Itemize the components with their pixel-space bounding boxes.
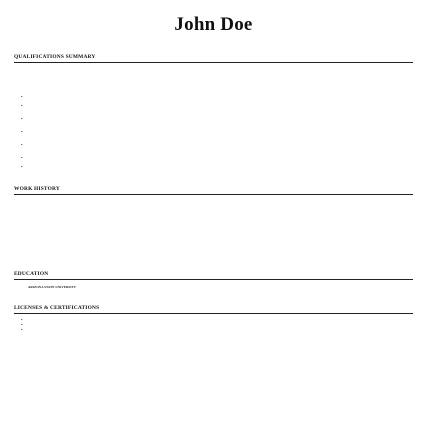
section-divider <box>14 62 413 63</box>
section-divider <box>14 313 413 314</box>
section-divider <box>14 279 413 280</box>
section-divider <box>14 194 413 195</box>
education-school: ARIZONA STATE UNIVERSITY <box>28 285 77 289</box>
section-title-licenses: LICENSES & CERTIFICATIONS <box>14 305 100 311</box>
resume-name: John Doe <box>174 14 253 35</box>
section-title-qualifications: QUALIFICATIONS SUMMARY <box>14 54 96 60</box>
section-title-work-history: WORK HISTORY <box>14 186 60 192</box>
section-title-education: EDUCATION <box>14 271 49 277</box>
resume-page: John Doe QUALIFICATIONS SUMMARY • • • • • • • WORK HISTORY EDUCATION ARIZONA STATE UNIVERSITY LICENSES & CERTIFICATIONS • • • <box>0 0 427 445</box>
